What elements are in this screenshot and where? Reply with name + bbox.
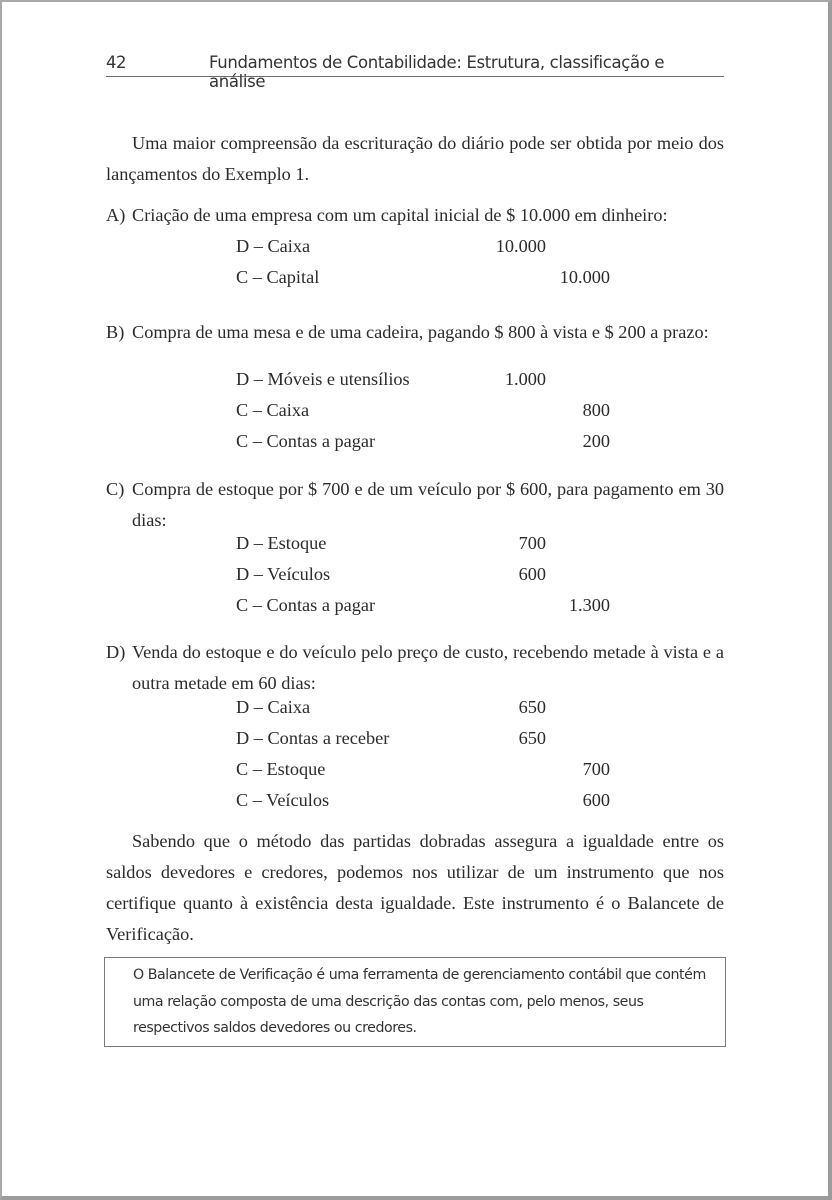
item-label: B) (106, 322, 125, 342)
journal-entry (0, 395, 832, 426)
item-d (106, 637, 724, 699)
entry-credit: 600 (582, 790, 610, 810)
definition-box: O Balancete de Verificação é uma ferramenta de gerenciamento contábil que contém uma relação composta de uma descrição das contas com, pelo menos, seus respectivos saldos devedores ou credores. (104, 957, 726, 1047)
journal-entry (0, 528, 832, 559)
entry-account: D – Caixa (236, 236, 311, 256)
item-description: Criação de uma empresa com um capital inicial de $ 10.000 em dinheiro: (132, 205, 668, 225)
item-c (106, 474, 724, 536)
entry-account: D – Estoque (236, 533, 327, 553)
entry-account: D – Caixa (236, 697, 311, 717)
entry-debit: 650 (518, 728, 546, 748)
journal-entry (0, 785, 832, 816)
journal-entry (0, 231, 832, 262)
entry-account: D – Veículos (236, 564, 331, 584)
entry-debit: 10.000 (495, 236, 546, 256)
item-description: Venda do estoque e do veículo pelo preço de custo, recebendo metade à vista e a outra metade em 60 dias: (132, 642, 724, 693)
entry-debit: 700 (518, 533, 546, 553)
entry-debit: 600 (518, 564, 546, 584)
journal-entry (0, 754, 832, 785)
entry-credit: 200 (582, 431, 610, 451)
journal-entry (0, 692, 832, 723)
running-header (106, 52, 724, 91)
entry-account: D – Móveis e utensílios (236, 369, 410, 389)
journal-entry (0, 426, 832, 457)
journal-entry (0, 590, 832, 621)
item-label: D) (106, 642, 126, 662)
item-a (106, 200, 724, 231)
entry-debit: 1.000 (504, 369, 546, 389)
entry-account: C – Contas a pagar (236, 595, 376, 615)
entry-account: C – Contas a pagar (236, 431, 376, 451)
book-title: Fundamentos de Contabilidade: Estrutura, classificação e análise (209, 53, 665, 91)
entry-account: C – Estoque (236, 759, 326, 779)
journal-entry (0, 559, 832, 590)
item-description: Compra de estoque por $ 700 e de um veículo por $ 600, para pagamento em 30 dias: (132, 479, 724, 530)
page-number: 42 (106, 53, 126, 72)
item-b (106, 317, 724, 348)
item-label: A) (106, 205, 126, 225)
journal-entry (0, 723, 832, 754)
intro-paragraph: Uma maior compreensão da escrituração do diário pode ser obtida por meio dos lançamentos do Exemplo 1. (106, 133, 724, 184)
item-description: Compra de uma mesa e de uma cadeira, pagando $ 800 à vista e $ 200 a prazo: (132, 322, 709, 342)
entry-debit: 650 (518, 697, 546, 717)
entry-account: C – Capital (236, 267, 320, 287)
intro-paragraph-block (106, 128, 724, 190)
item-label: C) (106, 479, 125, 499)
entry-credit: 800 (582, 400, 610, 420)
entry-credit: 10.000 (559, 267, 610, 287)
entry-account: C – Caixa (236, 400, 310, 420)
entry-credit: 1.300 (568, 595, 610, 615)
entry-account: C – Veículos (236, 790, 330, 810)
entry-credit: 700 (582, 759, 610, 779)
journal-entry (0, 262, 832, 293)
entry-account: D – Contas a receber (236, 728, 390, 748)
closing-paragraph: Sabendo que o método das partidas dobradas assegura a igualdade entre os saldos devedores e credores, podemos nos utilizar de um instrumento que nos certifique quanto à existência desta igualdade. Este instrumento é o Balancete de Verificação. (106, 831, 724, 944)
closing-paragraph-block (106, 826, 724, 950)
journal-entry (0, 364, 832, 395)
